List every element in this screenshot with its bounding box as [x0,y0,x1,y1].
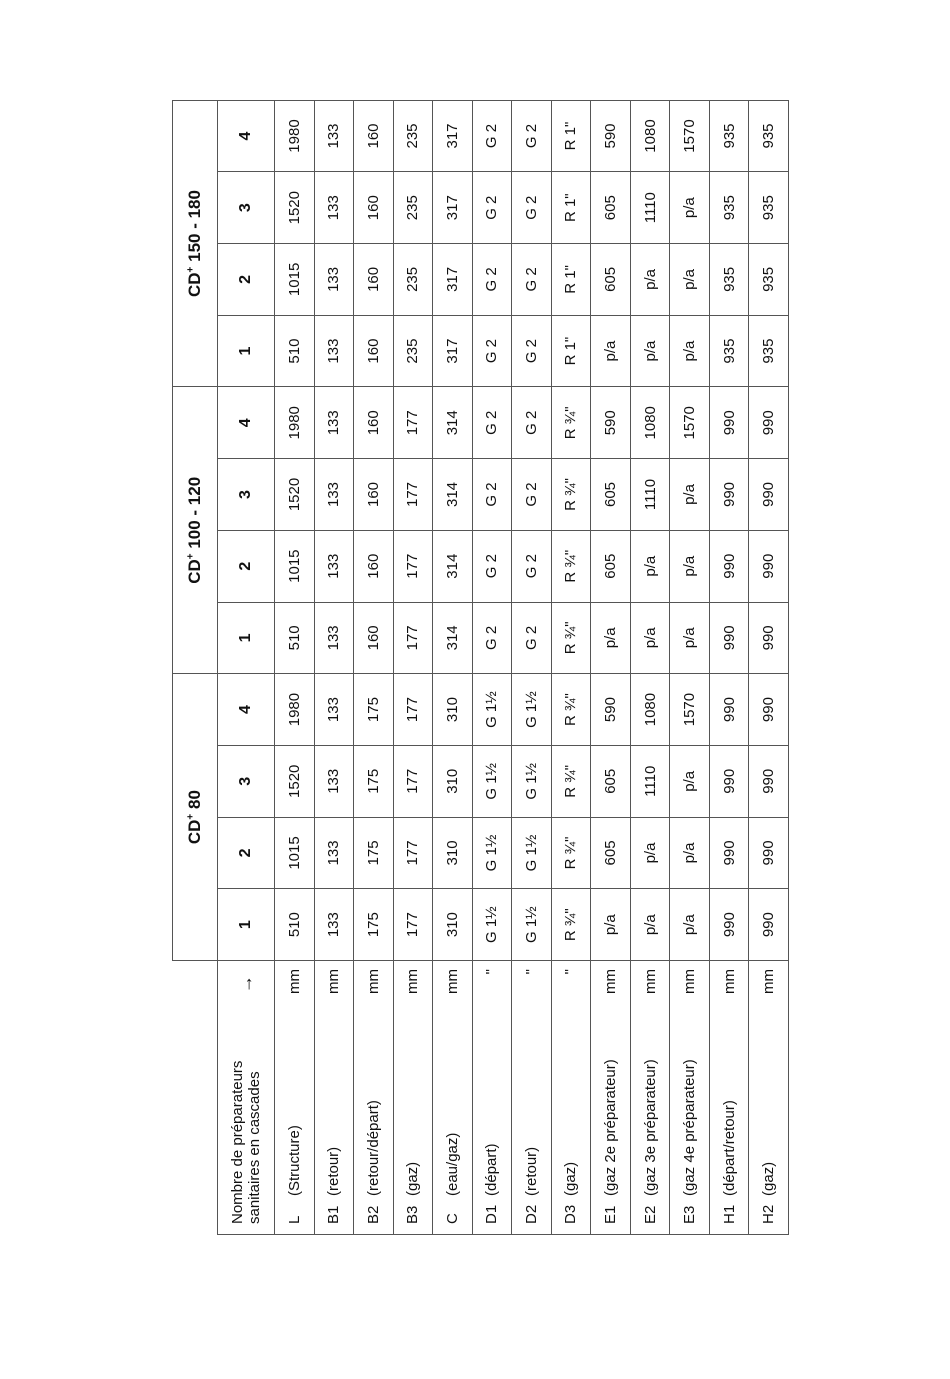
row-description: (eau/gaz) [443,1132,461,1196]
column-index: 3 [218,459,275,531]
blank-corner [173,961,218,1235]
table-cell: 1520 [275,459,315,531]
table-cell: 133 [314,100,354,172]
table-cell: 605 [591,530,631,602]
table-cell: 590 [591,387,631,459]
table-cell: p/a [591,889,631,961]
table-cell: 990 [709,889,749,961]
table-cell: 133 [314,172,354,244]
table-cell: 235 [393,315,433,387]
row-description: (retour/départ) [364,1100,382,1196]
column-index: 2 [218,244,275,316]
table-cell: 1080 [630,674,670,746]
row-description: (gaz 4e préparateur) [681,1059,699,1196]
table-cell: 990 [749,889,789,961]
table-cell: p/a [670,244,710,316]
table-cell: 317 [433,100,473,172]
column-index: 1 [218,315,275,387]
table-cell: 1570 [670,387,710,459]
table-row [551,100,591,1234]
table-cell: p/a [670,315,710,387]
column-index: 3 [218,745,275,817]
row-code: D3 [562,1204,580,1224]
table-cell: G 2 [512,387,552,459]
table-cell: 990 [749,674,789,746]
table-cell: G 2 [472,172,512,244]
row-label-header: Nombre de préparateurs sanitaires en cascades [218,1015,275,1235]
table-cell: R ¾" [551,889,591,961]
row-unit: mm [393,961,433,1015]
row-unit: mm [630,961,670,1015]
table-cell: 160 [354,387,394,459]
row-code: D2 [522,1204,540,1224]
table-cell: 177 [393,745,433,817]
row-label [551,1015,591,1235]
row-description: (départ/retour) [720,1100,738,1196]
table-cell: G 2 [512,172,552,244]
table-row [393,100,433,1234]
table-cell: 133 [314,602,354,674]
table-row [354,100,394,1234]
table-cell: 314 [433,459,473,531]
row-unit: mm [314,961,354,1015]
table-cell: 1520 [275,172,315,244]
row-unit: mm [749,961,789,1015]
table-cell: 990 [749,817,789,889]
table-cell: 175 [354,817,394,889]
table-cell: 160 [354,172,394,244]
table-cell: 1015 [275,530,315,602]
table-row [630,100,670,1234]
table-cell: G 1½ [472,817,512,889]
table-cell: p/a [670,889,710,961]
table-cell: 175 [354,674,394,746]
table-cell: 314 [433,530,473,602]
table-cell: 133 [314,387,354,459]
table-cell: R 1" [551,244,591,316]
table-cell: 605 [591,817,631,889]
table-cell: 990 [709,817,749,889]
table-cell: 1980 [275,674,315,746]
table-cell: 314 [433,602,473,674]
row-code: C [443,1213,461,1224]
table-cell: 1570 [670,100,710,172]
table-cell: 133 [314,745,354,817]
table-cell: p/a [630,817,670,889]
table-cell: 605 [591,745,631,817]
row-description: (gaz) [760,1161,778,1196]
group-header: CD+ 80 [173,674,218,961]
table-cell: G 2 [512,315,552,387]
table-cell: 175 [354,745,394,817]
column-index: 3 [218,172,275,244]
table-cell: G 1½ [512,817,552,889]
table-cell: p/a [670,530,710,602]
table-cell: G 2 [512,459,552,531]
row-code: L [285,1215,303,1224]
table-cell: 935 [709,100,749,172]
table-cell: 990 [709,387,749,459]
table-cell: 990 [749,459,789,531]
table-cell: 133 [314,817,354,889]
table-cell: 510 [275,602,315,674]
table-cell: 310 [433,889,473,961]
row-label [709,1015,749,1235]
table-cell: 1015 [275,817,315,889]
column-index: 2 [218,530,275,602]
table-cell: R 1" [551,172,591,244]
table-cell: G 2 [512,100,552,172]
table-cell: p/a [591,315,631,387]
table-cell: G 1½ [472,889,512,961]
table-cell: 990 [749,602,789,674]
row-unit: mm [591,961,631,1015]
table-cell: 935 [709,315,749,387]
table-cell: 160 [354,602,394,674]
row-unit: mm [709,961,749,1015]
table-cell: R 1" [551,100,591,172]
group-header: CD+ 100 - 120 [173,387,218,674]
table-cell: 605 [591,244,631,316]
table-cell: G 2 [472,315,512,387]
group-header-row [173,100,218,1234]
table-cell: G 2 [472,244,512,316]
table-cell: p/a [630,530,670,602]
table-cell: 1980 [275,387,315,459]
table-cell: 935 [709,244,749,316]
table-cell: 160 [354,100,394,172]
table-row [591,100,631,1234]
table-cell: 1110 [630,172,670,244]
table-cell: 160 [354,459,394,531]
table-cell: 133 [314,244,354,316]
table-cell: 317 [433,315,473,387]
table-cell: 990 [709,674,749,746]
row-unit: " [472,961,512,1015]
row-code: H1 [720,1204,738,1224]
table-cell: 1520 [275,745,315,817]
table-cell: p/a [670,172,710,244]
row-label [275,1015,315,1235]
table-cell: 935 [749,315,789,387]
table-cell: 310 [433,817,473,889]
table-cell: 990 [709,459,749,531]
rotated-page [172,101,789,1235]
table-cell: p/a [670,602,710,674]
table-cell: 314 [433,387,473,459]
row-label [670,1015,710,1235]
table-row [749,100,789,1234]
row-description: (retour) [522,1146,540,1196]
table-cell: G 1½ [472,674,512,746]
group-header: CD+ 150 - 180 [173,100,218,387]
table-body [275,100,789,1234]
row-label [393,1015,433,1235]
table-cell: R ¾" [551,602,591,674]
row-unit: " [551,961,591,1015]
table-cell: R ¾" [551,530,591,602]
table-cell: R ¾" [551,459,591,531]
table-cell: 990 [749,387,789,459]
table-cell: 177 [393,602,433,674]
table-row [433,100,473,1234]
table-cell: p/a [670,817,710,889]
table-cell: G 1½ [512,889,552,961]
table-cell: 133 [314,674,354,746]
table-cell: 990 [709,745,749,817]
row-code: D1 [483,1204,501,1224]
row-label [591,1015,631,1235]
table-cell: R 1" [551,315,591,387]
table-cell: 235 [393,100,433,172]
row-unit: " [512,961,552,1015]
table-cell: G 1½ [472,745,512,817]
column-index: 1 [218,889,275,961]
row-description: (départ) [483,1143,501,1196]
table-cell: 935 [749,100,789,172]
row-code: B2 [364,1205,382,1224]
row-code: B1 [325,1205,343,1224]
table-cell: 990 [749,745,789,817]
table-cell: 1080 [630,100,670,172]
table-cell: p/a [630,244,670,316]
row-description: (retour) [325,1146,343,1196]
table-cell: p/a [670,745,710,817]
row-description: (gaz) [404,1161,422,1196]
table-cell: 177 [393,674,433,746]
table-cell: R ¾" [551,817,591,889]
row-label [512,1015,552,1235]
table-cell: 1110 [630,745,670,817]
row-label [354,1015,394,1235]
row-unit: mm [275,961,315,1015]
table-row [709,100,749,1234]
table-cell: 1980 [275,100,315,172]
table-cell: 935 [709,172,749,244]
table-cell: 160 [354,315,394,387]
index-header-row [218,100,275,1234]
row-unit: mm [433,961,473,1015]
dimensions-table [172,100,789,1235]
table-cell: G 2 [472,100,512,172]
table-cell: p/a [670,459,710,531]
row-description: (Structure) [285,1125,303,1196]
table-cell: 990 [709,602,749,674]
table-cell: p/a [630,602,670,674]
table-cell: 133 [314,530,354,602]
table-cell: 317 [433,244,473,316]
table-cell: R ¾" [551,387,591,459]
table-cell: 177 [393,889,433,961]
table-cell: 1080 [630,387,670,459]
row-code: E2 [641,1205,659,1224]
table-cell: R ¾" [551,745,591,817]
table-cell: 1015 [275,244,315,316]
row-code: H2 [760,1204,778,1224]
table-cell: 935 [749,172,789,244]
table-cell: p/a [630,315,670,387]
table-cell: 133 [314,459,354,531]
row-code: E1 [602,1205,620,1224]
row-label [433,1015,473,1235]
table-cell: 133 [314,889,354,961]
table-cell: 590 [591,674,631,746]
table-cell: p/a [630,889,670,961]
table-cell: 235 [393,244,433,316]
row-unit: mm [354,961,394,1015]
table-cell: 510 [275,889,315,961]
table-cell: 317 [433,172,473,244]
table-row [670,100,710,1234]
row-description: (gaz 3e préparateur) [641,1059,659,1196]
column-index: 1 [218,602,275,674]
table-cell: 177 [393,817,433,889]
row-description: (gaz 2e préparateur) [602,1059,620,1196]
column-index: 4 [218,100,275,172]
table-cell: 160 [354,244,394,316]
table-cell: 133 [314,315,354,387]
row-label [749,1015,789,1235]
row-label [314,1015,354,1235]
table-cell: G 2 [472,530,512,602]
column-index: 4 [218,387,275,459]
table-row [314,100,354,1234]
row-label [472,1015,512,1235]
table-cell: 177 [393,387,433,459]
table-cell: G 2 [512,530,552,602]
table-cell: 590 [591,100,631,172]
table-cell: R ¾" [551,674,591,746]
table-cell: 310 [433,674,473,746]
column-index: 4 [218,674,275,746]
row-label [630,1015,670,1235]
row-code: B3 [404,1205,422,1224]
table-cell: 990 [749,530,789,602]
table-cell: G 1½ [512,745,552,817]
table-row [275,100,315,1234]
table-cell: 235 [393,172,433,244]
table-cell: G 2 [472,459,512,531]
table-cell: 310 [433,745,473,817]
table-cell: 175 [354,889,394,961]
table-row [472,100,512,1234]
arrow-icon: → [218,961,275,1015]
table-cell: 1570 [670,674,710,746]
row-code: E3 [681,1205,699,1224]
table-cell: p/a [591,602,631,674]
table-cell: 177 [393,530,433,602]
row-description: (gaz) [562,1161,580,1196]
table-cell: 160 [354,530,394,602]
row-unit: mm [670,961,710,1015]
table-cell: G 1½ [512,674,552,746]
table-cell: 990 [709,530,749,602]
table-cell: 1110 [630,459,670,531]
column-index: 2 [218,817,275,889]
table-cell: 935 [749,244,789,316]
table-cell: G 2 [472,387,512,459]
table-cell: 605 [591,172,631,244]
table-row [512,100,552,1234]
table-cell: 177 [393,459,433,531]
table-cell: 510 [275,315,315,387]
table-cell: 605 [591,459,631,531]
table-cell: G 2 [512,244,552,316]
table-cell: G 2 [472,602,512,674]
table-cell: G 2 [512,602,552,674]
